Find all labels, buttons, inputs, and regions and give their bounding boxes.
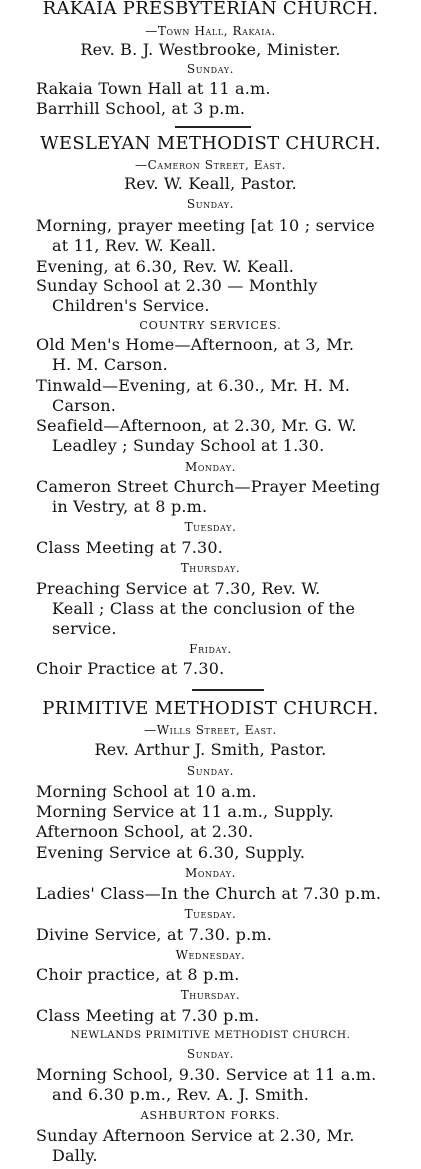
service-line: H. M. Carson. — [52, 355, 168, 374]
service-line: Rakaia Town Hall at 11 a.m. — [36, 79, 271, 98]
service-line: Ladies' Class—In the Church at 7.30 p.m. — [36, 884, 382, 903]
day-heading-sunday: Sunday. — [186, 62, 235, 76]
service-line: Leadley ; Sunday School at 1.30. — [52, 436, 325, 455]
day-heading-tuesday: Tuesday. — [184, 520, 237, 534]
country-services-heading: COUNTRY SERVICES. — [139, 319, 282, 332]
section-title: PRIMITIVE METHODIST CHURCH. — [42, 698, 379, 719]
pastor-line: Rev. Arthur J. Smith, Pastor. — [94, 740, 327, 759]
day-heading-friday: Friday. — [189, 642, 232, 656]
service-line: in Vestry, at 8 p.m. — [52, 497, 208, 516]
section-divider — [192, 689, 264, 691]
day-heading-sunday: Sunday. — [186, 1047, 235, 1061]
service-line: Sunday Afternoon Service at 2.30, Mr. — [36, 1126, 355, 1145]
service-line: Old Men's Home—Afternoon, at 3, Mr. — [36, 335, 355, 354]
service-line: Morning Service at 11 a.m., Supply. — [36, 802, 334, 821]
church-location: —Cameron Street, East. — [135, 158, 286, 172]
day-heading-sunday: Sunday. — [186, 197, 235, 211]
day-heading-tuesday: Tuesday. — [184, 907, 237, 921]
service-line: Seafield—Afternoon, at 2.30, Mr. G. W. — [36, 416, 357, 435]
service-line: and 6.30 p.m., Rev. A. J. Smith. — [52, 1085, 310, 1104]
service-line: Preaching Service at 7.30, Rev. W. — [36, 579, 321, 598]
service-line: Morning, prayer meeting [at 10 ; service — [36, 216, 375, 235]
section-divider — [175, 126, 251, 128]
service-line: Evening, at 6.30, Rev. W. Keall. — [36, 257, 295, 276]
service-line: Morning School, 9.30. Service at 11 a.m. — [36, 1065, 377, 1084]
pastor-line: Rev. W. Keall, Pastor. — [124, 174, 297, 193]
day-heading-thursday: Thursday. — [180, 561, 241, 575]
church-location: —Town Hall, Rakaia. — [145, 24, 276, 38]
service-line: Keall ; Class at the conclusion of the — [52, 599, 356, 618]
day-heading-thursday: Thursday. — [180, 988, 241, 1002]
ashburton-forks-heading: ASHBURTON FORKS. — [140, 1109, 281, 1122]
service-line: Choir Practice at 7.30. — [36, 659, 225, 678]
service-line: Evening Service at 6.30, Supply. — [36, 843, 306, 862]
day-heading-monday: Monday. — [184, 866, 236, 880]
service-line: service. — [52, 619, 117, 638]
section-title: RAKAIA PRESBYTERIAN CHURCH. — [42, 0, 379, 19]
service-line: Sunday School at 2.30 — Monthly — [36, 276, 318, 295]
minister-line: Rev. B. J. Westbrooke, Minister. — [80, 40, 341, 59]
service-line: Choir practice, at 8 p.m. — [36, 965, 240, 984]
church-location: —Wills Street, East. — [144, 723, 277, 737]
service-line: Afternoon School, at 2.30. — [36, 822, 254, 841]
service-line: Children's Service. — [52, 296, 210, 315]
day-heading-sunday: Sunday. — [186, 764, 235, 778]
service-line: Class Meeting at 7.30 p.m. — [36, 1006, 260, 1025]
service-line: Class Meeting at 7.30. — [36, 538, 224, 557]
service-line: at 11, Rev. W. Keall. — [52, 236, 217, 255]
service-line: Carson. — [52, 396, 117, 415]
service-line: Divine Service, at 7.30. p.m. — [36, 925, 273, 944]
service-line: Barrhill School, at 3 p.m. — [36, 99, 246, 118]
newlands-heading: NEWLANDS PRIMITIVE METHODIST CHURCH. — [70, 1029, 351, 1041]
section-title: WESLEYAN METHODIST CHURCH. — [40, 133, 381, 154]
day-heading-wednesday: Wednesday. — [175, 948, 246, 962]
service-line: Tinwald—Evening, at 6.30., Mr. H. M. — [36, 376, 351, 395]
service-line: Cameron Street Church—Prayer Meeting — [36, 477, 381, 496]
day-heading-monday: Monday. — [184, 460, 236, 474]
service-line: Morning School at 10 a.m. — [36, 782, 257, 801]
service-line: Dally. — [52, 1146, 98, 1165]
